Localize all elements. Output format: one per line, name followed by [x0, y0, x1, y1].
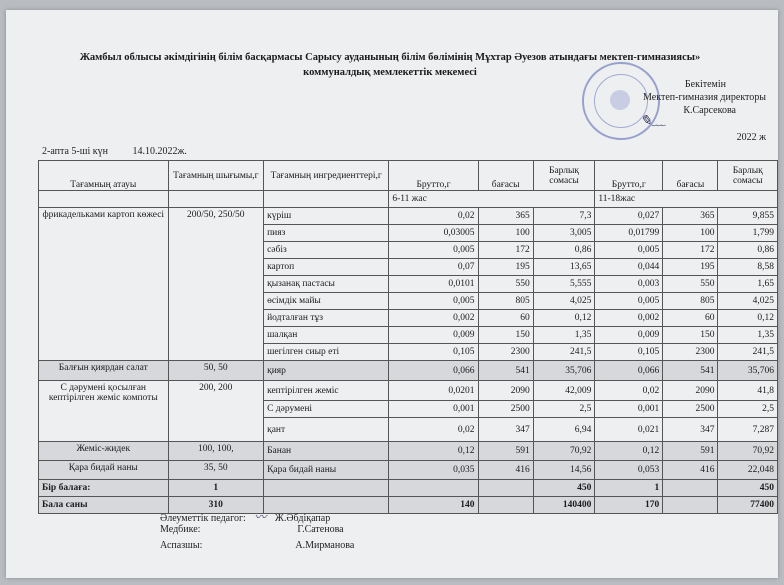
value-cell: 35,706 [718, 361, 778, 381]
value-cell: 0,009 [595, 327, 663, 344]
value-cell: 416 [663, 461, 718, 480]
value-cell: 8,58 [718, 259, 778, 276]
value-cell: 60 [663, 310, 718, 327]
value-cell: 310 [168, 497, 264, 514]
value-cell: 0,12 [389, 442, 478, 461]
approval-year: 2022 ж [736, 132, 766, 143]
value-cell: 0,009 [389, 327, 478, 344]
col-header: Тағамның шығымы,г [168, 161, 264, 191]
approval-block [606, 78, 766, 144]
value-cell: 241,5 [533, 344, 595, 361]
value-cell: 0,002 [595, 310, 663, 327]
value-cell: 0,0101 [389, 276, 478, 293]
col-header: бағасы [478, 161, 533, 191]
value-cell: 1,35 [533, 327, 595, 344]
ingredient-name: шегілген сиыр еті [264, 344, 389, 361]
ingredient-name: Қара бидай наны [264, 461, 389, 480]
value-cell: 140400 [533, 497, 595, 514]
value-cell: 100 [478, 225, 533, 242]
value-cell: 1,35 [718, 327, 778, 344]
value-cell: 0,86 [718, 242, 778, 259]
per-child-row [39, 480, 778, 497]
value-cell: 541 [663, 361, 718, 381]
ingredient-name: пияз [264, 225, 389, 242]
value-cell: 3,005 [533, 225, 595, 242]
value-cell: 0,0201 [389, 381, 478, 401]
col-header: Брутто,г [595, 161, 663, 191]
value-cell: 450 [533, 480, 595, 497]
value-cell: 4,025 [533, 293, 595, 310]
ingredient-name: қант [264, 418, 389, 442]
table-row [39, 208, 778, 225]
signature-role: Медбике: [160, 524, 201, 535]
value-cell: 0,12 [718, 310, 778, 327]
value-cell: 2090 [478, 381, 533, 401]
value-cell: 347 [478, 418, 533, 442]
ingredient-name: өсімдік майы [264, 293, 389, 310]
value-cell: 0,005 [389, 242, 478, 259]
menu-table [38, 160, 778, 514]
menu-date: 14.10.2022ж. [132, 146, 187, 157]
value-cell: 13,65 [533, 259, 595, 276]
value-cell: 550 [478, 276, 533, 293]
children-label: Бала саны [39, 497, 169, 514]
value-cell: 77400 [718, 497, 778, 514]
value-cell: 35,706 [533, 361, 595, 381]
value-cell: 365 [478, 208, 533, 225]
value-cell: 1 [595, 480, 663, 497]
children-count-row [39, 497, 778, 514]
value-cell: 100 [663, 225, 718, 242]
signature-mark-icon: 〰 [254, 510, 267, 524]
dish-name: Қара бидай наны [39, 461, 169, 480]
value-cell: 591 [663, 442, 718, 461]
ingredient-name: кептірілген жеміс [264, 381, 389, 401]
col-header: Тағамның атауы [39, 161, 169, 191]
value-cell: 550 [663, 276, 718, 293]
value-cell: 2500 [478, 401, 533, 418]
dish-yield: 50, 50 [168, 361, 264, 381]
value-cell: 0,001 [389, 401, 478, 418]
value-cell: 0,01799 [595, 225, 663, 242]
week-day: 2-апта 5-ші күн [42, 146, 108, 157]
value-cell: 0,066 [595, 361, 663, 381]
value-cell: 195 [478, 259, 533, 276]
value-cell: 0,002 [389, 310, 478, 327]
signature-row [160, 524, 344, 535]
ingredient-name: йодталған тұз [264, 310, 389, 327]
value-cell: 365 [663, 208, 718, 225]
col-header: бағасы [663, 161, 718, 191]
value-cell: 805 [478, 293, 533, 310]
value-cell: 0,02 [595, 381, 663, 401]
value-cell: 2300 [478, 344, 533, 361]
value-cell: 0,003 [595, 276, 663, 293]
value-cell: 0,02 [389, 418, 478, 442]
value-cell: 0,035 [389, 461, 478, 480]
dish-name: Балғын қиярдан салат [39, 361, 169, 381]
value-cell: 416 [478, 461, 533, 480]
value-cell: 170 [595, 497, 663, 514]
value-cell: 2,5 [533, 401, 595, 418]
value-cell: 172 [478, 242, 533, 259]
signature-role: Әлеуметтік педагог: [160, 513, 246, 524]
director-signature: ✎﹏ [640, 114, 666, 129]
dish-name: Жеміс-жидек [39, 442, 169, 461]
table-row [39, 381, 778, 401]
value-cell: 0,12 [533, 310, 595, 327]
signature-name: Ж.Әбдіқапар [274, 513, 331, 524]
value-cell: 0,03005 [389, 225, 478, 242]
value-cell: 2300 [663, 344, 718, 361]
value-cell: 150 [663, 327, 718, 344]
signature-name: Г.Сатенова [297, 524, 344, 535]
value-cell: 42,009 [533, 381, 595, 401]
table-row [39, 442, 778, 461]
date-line [42, 146, 209, 157]
value-cell: 0,86 [533, 242, 595, 259]
approval-title: Бекітемін [684, 79, 726, 90]
value-cell: 9,855 [718, 208, 778, 225]
value-cell: 241,5 [718, 344, 778, 361]
ingredient-name: шалқан [264, 327, 389, 344]
value-cell: 195 [663, 259, 718, 276]
value-cell: 0,105 [595, 344, 663, 361]
dish-name: С дәрумені қосылған кептірілген жеміс компоты [39, 381, 169, 442]
ingredient-name: күріш [264, 208, 389, 225]
value-cell: 70,92 [718, 442, 778, 461]
signature-name: А.Мирманова [295, 540, 355, 551]
value-cell: 0,105 [389, 344, 478, 361]
value-cell: 22,048 [718, 461, 778, 480]
value-cell: 60 [478, 310, 533, 327]
value-cell: 805 [663, 293, 718, 310]
value-cell: 2,5 [718, 401, 778, 418]
value-cell: 1,799 [718, 225, 778, 242]
value-cell: 7,287 [718, 418, 778, 442]
dish-yield: 35, 50 [168, 461, 264, 480]
ingredient-name: С дәрумені [264, 401, 389, 418]
value-cell: 41,8 [718, 381, 778, 401]
signature-row [160, 540, 354, 551]
value-cell: 0,005 [389, 293, 478, 310]
signature-row [160, 508, 330, 525]
approval-position: Мектеп-гимназия директоры [643, 92, 766, 103]
value-cell: 7,3 [533, 208, 595, 225]
dish-yield: 100, 100, [168, 442, 264, 461]
value-cell: 150 [478, 327, 533, 344]
table-row [39, 361, 778, 381]
value-cell: 4,025 [718, 293, 778, 310]
value-cell: 14,56 [533, 461, 595, 480]
col-header: Барлық сомасы [533, 161, 595, 191]
value-cell: 0,07 [389, 259, 478, 276]
col-header: Тағамның ингредиенттері,г [264, 161, 389, 191]
value-cell: 140 [389, 497, 478, 514]
value-cell: 0,027 [595, 208, 663, 225]
value-cell: 541 [478, 361, 533, 381]
value-cell: 0,12 [595, 442, 663, 461]
value-cell: 172 [663, 242, 718, 259]
age-group-6-11: 6-11 жас [389, 191, 595, 208]
ingredient-name: қызанақ пастасы [264, 276, 389, 293]
per-child-label: Бір балаға: [39, 480, 169, 497]
approval-name: К.Сарсекова [683, 105, 736, 116]
value-cell: 2500 [663, 401, 718, 418]
value-cell: 0,053 [595, 461, 663, 480]
value-cell: 1 [168, 480, 264, 497]
col-header: Брутто,г [389, 161, 478, 191]
value-cell: 0,005 [595, 293, 663, 310]
value-cell: 70,92 [533, 442, 595, 461]
value-cell: 0,066 [389, 361, 478, 381]
table-row [39, 461, 778, 480]
value-cell: 6,94 [533, 418, 595, 442]
dish-name: фрикадельками картоп көжесі [39, 208, 169, 361]
ingredient-name: Банан [264, 442, 389, 461]
signature-role: Аспазшы: [160, 540, 203, 551]
value-cell: 0,021 [595, 418, 663, 442]
value-cell: 1,65 [718, 276, 778, 293]
ingredient-name: қияр [264, 361, 389, 381]
institution-header-line1: Жамбыл облысы әкімдігінің білім басқармасы Сарысу ауданының білім бөлімінің Мұхтар Әуезов атындағы мектеп-гимназиясы» [79, 52, 701, 63]
age-group-11-18: 11-18жас [595, 191, 778, 208]
value-cell: 591 [478, 442, 533, 461]
col-header: Барлық сомасы [718, 161, 778, 191]
dish-yield: 200, 200 [168, 381, 264, 442]
value-cell: 0,005 [595, 242, 663, 259]
value-cell: 2090 [663, 381, 718, 401]
value-cell: 0,044 [595, 259, 663, 276]
dish-yield: 200/50, 250/50 [168, 208, 264, 361]
value-cell: 0,001 [595, 401, 663, 418]
value-cell: 450 [718, 480, 778, 497]
ingredient-name: сәбіз [264, 242, 389, 259]
ingredient-name: картоп [264, 259, 389, 276]
value-cell: 0,02 [389, 208, 478, 225]
value-cell: 347 [663, 418, 718, 442]
value-cell: 5,555 [533, 276, 595, 293]
institution-header-line2: коммуналдық мемлекеттік мекемесі [303, 67, 477, 78]
